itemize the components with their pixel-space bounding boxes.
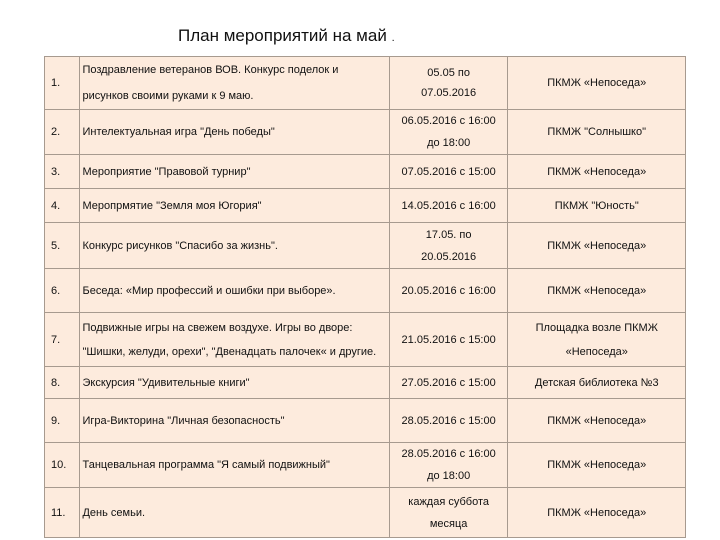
event-date-cell <box>389 399 508 443</box>
event-name-cell <box>80 367 389 399</box>
event-name: Интелектуальная игра "День победы" <box>82 126 275 138</box>
event-name-cell <box>80 399 389 443</box>
event-date-cell <box>389 110 508 155</box>
event-place: ПКМЖ "Юность" <box>554 199 639 212</box>
event-name: Меропрмятие "Земля моя Югория" <box>82 199 262 212</box>
event-name: "Шишки, желуди, орехи", "Двенадцать палочек« и другие. <box>82 345 377 358</box>
table-row <box>45 443 686 488</box>
event-place: ПКМЖ «Непоседа» <box>547 77 647 89</box>
table-row <box>45 110 686 155</box>
event-date-cell <box>389 269 508 313</box>
event-date: 14.05.2016 с 16:00 <box>401 199 496 212</box>
table-row <box>45 313 686 367</box>
event-place: ПКМЖ «Непоседа» <box>547 459 647 471</box>
row-number-cell <box>45 223 80 269</box>
event-name-cell <box>80 155 389 189</box>
event-place: ПКМЖ "Солнышко" <box>547 126 647 138</box>
event-date: 21.05.2016 с 15:00 <box>401 333 496 346</box>
event-place-cell <box>508 443 686 488</box>
event-place: Детская библиотека №3 <box>534 376 659 389</box>
event-place-cell <box>508 399 686 443</box>
event-place: ПКМЖ «Непоседа» <box>547 284 647 297</box>
event-place-cell <box>508 223 686 269</box>
event-date-cell <box>389 189 508 223</box>
event-date-cell <box>389 367 508 399</box>
event-place: «Непоседа» <box>565 345 628 358</box>
row-number: 4. <box>51 199 61 212</box>
event-name: Экскурсия "Удивительные книги" <box>82 376 250 389</box>
table-row <box>45 155 686 189</box>
event-date: 06.05.2016 с 16:00 <box>401 115 496 127</box>
event-date: 20.05.2016 <box>421 250 477 263</box>
event-date: 07.05.2016 с 15:00 <box>401 165 496 178</box>
event-name: Поздравление ветеранов ВОВ. Конкурс поделок и <box>82 64 339 76</box>
event-place: Площадка возле ПКМЖ <box>535 321 658 334</box>
event-place-cell <box>508 313 686 367</box>
event-date-cell <box>389 443 508 488</box>
row-number: 6. <box>51 284 61 297</box>
table-row <box>45 367 686 399</box>
event-name-cell <box>80 189 389 223</box>
row-number-cell <box>45 399 80 443</box>
event-date: 27.05.2016 с 15:00 <box>401 376 496 389</box>
event-name: День семьи. <box>82 506 146 519</box>
event-date: 05.05 по <box>427 67 470 79</box>
row-number: 9. <box>51 414 61 427</box>
row-number: 11. <box>51 506 66 519</box>
event-name-cell <box>80 57 389 110</box>
event-place: ПКМЖ «Непоседа» <box>547 165 647 178</box>
table-row <box>45 189 686 223</box>
event-date: каждая суббота <box>408 495 489 508</box>
table-row <box>45 223 686 269</box>
table-row <box>45 269 686 313</box>
event-place-cell <box>508 488 686 538</box>
event-name: Танцевальная программа "Я самый подвижный" <box>82 459 330 471</box>
table-row <box>45 399 686 443</box>
event-date-cell <box>389 223 508 269</box>
row-number: 2. <box>51 126 61 138</box>
event-name: Беседа: «Мир профессий и ошибки при выборе». <box>82 284 336 297</box>
event-place-cell <box>508 189 686 223</box>
event-date: 28.05.2016 с 15:00 <box>401 414 496 427</box>
row-number-cell <box>45 57 80 110</box>
table-row <box>45 57 686 110</box>
table-row <box>45 488 686 538</box>
row-number-cell <box>45 155 80 189</box>
event-place: ПКМЖ «Непоседа» <box>547 414 647 427</box>
event-name-cell <box>80 223 389 269</box>
row-number: 8. <box>51 376 61 389</box>
event-place-cell <box>508 110 686 155</box>
row-number: 1. <box>51 77 61 89</box>
event-name: Мероприятие "Правовой турнир" <box>82 165 251 178</box>
event-date: до 18:00 <box>427 470 471 482</box>
row-number-cell <box>45 367 80 399</box>
event-name: Конкурс рисунков "Спасибо за жизнь". <box>82 239 278 252</box>
event-name-cell <box>80 443 389 488</box>
event-date-cell <box>389 488 508 538</box>
event-place-cell <box>508 57 686 110</box>
event-place-cell <box>508 155 686 189</box>
event-name-cell <box>80 269 389 313</box>
event-date-cell <box>389 313 508 367</box>
event-place-cell <box>508 269 686 313</box>
row-number-cell <box>45 313 80 367</box>
event-date: до 18:00 <box>427 137 471 149</box>
event-place-cell <box>508 367 686 399</box>
event-name-cell <box>80 488 389 538</box>
row-number-cell <box>45 189 80 223</box>
row-number-cell <box>45 488 80 538</box>
events-table-body <box>45 57 686 538</box>
event-date-cell <box>389 155 508 189</box>
event-name: Игра-Викторина "Личная безопасность" <box>82 414 285 427</box>
events-table <box>44 56 686 538</box>
row-number: 7. <box>51 333 61 346</box>
event-date: 17.05. по <box>425 228 472 241</box>
event-name: рисунков своими руками к 9 маю. <box>82 90 254 102</box>
row-number: 10. <box>51 459 67 471</box>
event-name-cell <box>80 313 389 367</box>
event-date: месяца <box>429 517 468 530</box>
event-place: ПКМЖ «Непоседа» <box>547 239 647 252</box>
event-date: 20.05.2016 с 16:00 <box>401 284 496 297</box>
row-number-cell <box>45 110 80 155</box>
event-date: 28.05.2016 с 16:00 <box>401 448 496 460</box>
event-place: ПКМЖ «Непоседа» <box>547 506 647 519</box>
row-number-cell <box>45 443 80 488</box>
event-date: 07.05.2016 <box>421 87 477 99</box>
row-number: 5. <box>51 239 61 252</box>
event-date-cell <box>389 57 508 110</box>
event-name-cell <box>80 110 389 155</box>
page-title: План мероприятий на май . <box>178 26 395 45</box>
event-name: Подвижные игры на свежем воздухе. Игры во дворе: <box>82 321 353 334</box>
row-number: 3. <box>51 165 61 178</box>
row-number-cell <box>45 269 80 313</box>
